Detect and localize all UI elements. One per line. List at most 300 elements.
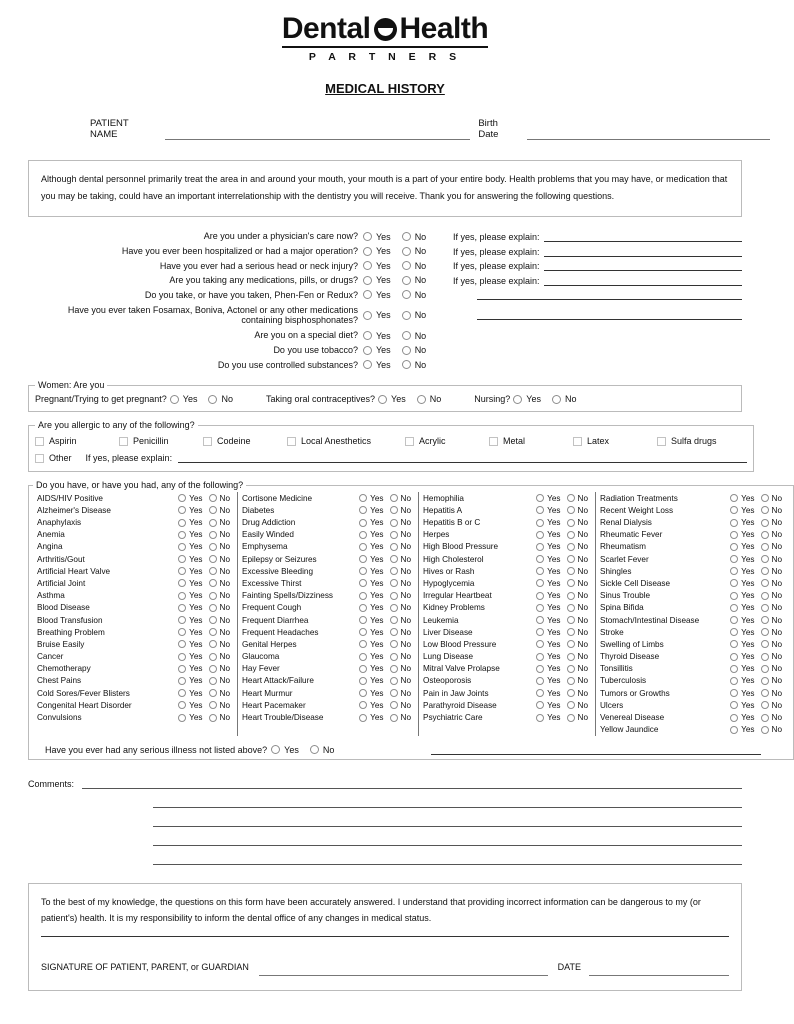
condition-1-0-yes-radio[interactable] <box>359 494 367 502</box>
question-radios <box>363 290 453 300</box>
condition-0-10-no-radio[interactable] <box>209 616 217 624</box>
condition-0-0-no-label: No <box>219 493 230 503</box>
condition-0-4-no-label: No <box>219 542 230 552</box>
condition-label: Parathyroid Disease <box>423 700 497 710</box>
question-8-no-label: No <box>414 359 427 370</box>
condition-2-8-no-label: No <box>577 591 588 601</box>
condition-3-14-yes-radio[interactable] <box>730 665 738 673</box>
condition-0-15-yes-radio[interactable] <box>178 677 186 685</box>
condition-1-18-no-radio[interactable] <box>390 714 398 722</box>
explain-input[interactable] <box>544 260 742 271</box>
condition-3-12-no-label: No <box>771 639 782 649</box>
comments-input-line[interactable] <box>153 789 742 808</box>
question-label: Are you on a special diet? <box>254 330 358 341</box>
condition-2-11-no-radio[interactable] <box>567 628 575 636</box>
condition-0-6-yes-radio[interactable] <box>178 567 186 575</box>
condition-0-2-yes-radio[interactable] <box>178 519 186 527</box>
condition-radios <box>536 616 591 625</box>
condition-0-0-yes-label: Yes <box>189 493 203 503</box>
date-input[interactable] <box>589 965 729 976</box>
explain-label: If yes, please explain: <box>453 275 540 286</box>
condition-3-12-no-radio[interactable] <box>761 640 769 648</box>
condition-1-4-no-radio[interactable] <box>390 543 398 551</box>
condition-0-16-yes-radio[interactable] <box>178 689 186 697</box>
comments-input-line[interactable] <box>82 770 742 789</box>
condition-1-8-yes-radio[interactable] <box>359 592 367 600</box>
question-0-no-radio[interactable] <box>402 232 411 241</box>
condition-2-14-no-label: No <box>577 664 588 674</box>
condition-2-4-yes-radio[interactable] <box>536 543 544 551</box>
condition-1-5-no-radio[interactable] <box>390 555 398 563</box>
condition-label: Shingles <box>600 566 632 576</box>
condition-1-11-no-radio[interactable] <box>390 628 398 636</box>
condition-3-2-yes-radio[interactable] <box>730 519 738 527</box>
condition-0-13-no-radio[interactable] <box>209 653 217 661</box>
condition-2-9-yes-radio[interactable] <box>536 604 544 612</box>
condition-0-12-no-radio[interactable] <box>209 640 217 648</box>
condition-0-12-yes-radio[interactable] <box>178 640 186 648</box>
condition-2-12-no-radio[interactable] <box>567 640 575 648</box>
condition-1-14-no-radio[interactable] <box>390 665 398 673</box>
condition-row <box>600 626 785 638</box>
condition-label: Liver Disease <box>423 627 473 637</box>
condition-3-0-yes-radio[interactable] <box>730 494 738 502</box>
condition-row <box>600 590 785 602</box>
women-1-no-label: No <box>429 394 442 405</box>
checkbox-latex[interactable] <box>573 437 582 446</box>
condition-radios <box>359 506 414 515</box>
question-4-no-radio[interactable] <box>402 290 411 299</box>
condition-3-8-yes-radio[interactable] <box>730 592 738 600</box>
condition-0-17-no-radio[interactable] <box>209 701 217 709</box>
condition-0-11-yes-label: Yes <box>189 627 203 637</box>
condition-label: Heart Trouble/Disease <box>242 713 324 722</box>
condition-1-7-yes-radio[interactable] <box>359 579 367 587</box>
condition-row <box>242 565 414 577</box>
condition-0-2-no-radio[interactable] <box>209 519 217 527</box>
condition-2-0-yes-radio[interactable] <box>536 494 544 502</box>
condition-radios <box>178 542 233 551</box>
condition-3-18-yes-radio[interactable] <box>730 714 738 722</box>
condition-2-16-yes-radio[interactable] <box>536 689 544 697</box>
condition-3-9-yes-radio[interactable] <box>730 604 738 612</box>
condition-1-1-yes-radio[interactable] <box>359 506 367 514</box>
condition-0-3-no-radio[interactable] <box>209 531 217 539</box>
condition-3-6-yes-radio[interactable] <box>730 567 738 575</box>
condition-2-1-no-radio[interactable] <box>567 506 575 514</box>
condition-1-9-no-label: No <box>400 603 411 613</box>
condition-2-13-yes-radio[interactable] <box>536 653 544 661</box>
condition-3-6-no-radio[interactable] <box>761 567 769 575</box>
question-3-yes-label: Yes <box>376 275 391 286</box>
condition-1-2-no-radio[interactable] <box>390 519 398 527</box>
condition-1-7-no-radio[interactable] <box>390 579 398 587</box>
condition-2-17-no-radio[interactable] <box>567 701 575 709</box>
question-8-yes-radio[interactable] <box>363 360 372 369</box>
condition-2-15-no-radio[interactable] <box>567 677 575 685</box>
serious-illness-input[interactable] <box>431 745 761 755</box>
condition-radios <box>536 567 591 576</box>
serious-illness-no-radio[interactable] <box>310 745 319 754</box>
question-radios <box>363 246 453 256</box>
declaration-section <box>28 883 742 991</box>
condition-0-1-no-radio[interactable] <box>209 506 217 514</box>
women-2-yes-radio[interactable] <box>513 395 522 404</box>
condition-3-3-yes-radio[interactable] <box>730 531 738 539</box>
allergy-other-input[interactable] <box>178 453 747 463</box>
explain-input[interactable] <box>477 290 742 300</box>
condition-2-5-no-radio[interactable] <box>567 555 575 563</box>
condition-3-0-no-radio[interactable] <box>761 494 769 502</box>
condition-0-17-yes-radio[interactable] <box>178 701 186 709</box>
condition-label: Thyroid Disease <box>600 652 660 662</box>
condition-3-2-no-radio[interactable] <box>761 519 769 527</box>
condition-1-15-no-radio[interactable] <box>390 677 398 685</box>
condition-1-1-no-label: No <box>400 505 411 515</box>
condition-1-13-yes-label: Yes <box>370 652 384 662</box>
condition-3-18-no-label: No <box>771 713 782 722</box>
women-question-label: Nursing? <box>474 394 511 405</box>
condition-2-14-yes-radio[interactable] <box>536 665 544 673</box>
condition-1-14-yes-radio[interactable] <box>359 665 367 673</box>
condition-3-16-yes-radio[interactable] <box>730 689 738 697</box>
condition-0-18-yes-radio[interactable] <box>178 714 186 722</box>
checkbox-acrylic[interactable] <box>405 437 414 446</box>
condition-3-4-no-radio[interactable] <box>761 543 769 551</box>
condition-row <box>37 577 233 589</box>
condition-2-3-yes-radio[interactable] <box>536 531 544 539</box>
condition-2-17-yes-radio[interactable] <box>536 701 544 709</box>
condition-radios <box>178 518 233 527</box>
condition-1-6-no-radio[interactable] <box>390 567 398 575</box>
women-radios <box>513 394 583 404</box>
condition-1-12-yes-radio[interactable] <box>359 640 367 648</box>
comments-input-line[interactable] <box>153 827 742 846</box>
condition-3-15-no-radio[interactable] <box>761 677 769 685</box>
condition-radios <box>730 616 785 625</box>
condition-1-6-yes-radio[interactable] <box>359 567 367 575</box>
condition-1-10-no-radio[interactable] <box>390 616 398 624</box>
condition-2-8-no-radio[interactable] <box>567 592 575 600</box>
checkbox-local-anesthetics[interactable] <box>287 437 296 446</box>
condition-radios <box>536 713 591 722</box>
condition-label: Bruise Easily <box>37 639 85 649</box>
condition-1-0-no-label: No <box>400 493 411 503</box>
condition-3-15-yes-radio[interactable] <box>730 677 738 685</box>
condition-radios <box>359 628 414 637</box>
condition-3-3-no-label: No <box>771 530 782 540</box>
condition-1-11-yes-radio[interactable] <box>359 628 367 636</box>
condition-2-18-no-radio[interactable] <box>567 714 575 722</box>
condition-label: High Blood Pressure <box>423 542 499 552</box>
condition-3-17-no-radio[interactable] <box>761 701 769 709</box>
condition-2-14-no-radio[interactable] <box>567 665 575 673</box>
condition-1-9-no-radio[interactable] <box>390 604 398 612</box>
question-3-yes-radio[interactable] <box>363 276 372 285</box>
condition-radios <box>178 689 233 698</box>
patient-name-input[interactable] <box>165 129 471 140</box>
condition-0-1-yes-radio[interactable] <box>178 506 186 514</box>
condition-1-18-yes-radio[interactable] <box>359 714 367 722</box>
condition-0-16-no-radio[interactable] <box>209 689 217 697</box>
condition-3-11-no-radio[interactable] <box>761 628 769 636</box>
condition-2-10-no-radio[interactable] <box>567 616 575 624</box>
condition-0-14-yes-radio[interactable] <box>178 665 186 673</box>
question-1-no-radio[interactable] <box>402 247 411 256</box>
condition-1-10-yes-radio[interactable] <box>359 616 367 624</box>
condition-radios <box>536 603 591 612</box>
allergy-item[interactable] <box>405 436 489 446</box>
condition-0-4-yes-radio[interactable] <box>178 543 186 551</box>
condition-3-5-yes-radio[interactable] <box>730 555 738 563</box>
checkbox-sulfa-drugs[interactable] <box>657 437 666 446</box>
condition-radios <box>536 530 591 539</box>
allergy-label: Latex <box>587 436 610 447</box>
question-4-yes-radio[interactable] <box>363 290 372 299</box>
condition-1-5-yes-radio[interactable] <box>359 555 367 563</box>
condition-0-4-no-radio[interactable] <box>209 543 217 551</box>
condition-2-18-yes-radio[interactable] <box>536 714 544 722</box>
question-7-no-radio[interactable] <box>402 346 411 355</box>
condition-2-11-yes-radio[interactable] <box>536 628 544 636</box>
allergy-item[interactable] <box>657 436 747 446</box>
condition-1-16-no-radio[interactable] <box>390 689 398 697</box>
condition-0-3-yes-label: Yes <box>189 530 203 540</box>
explain-input[interactable] <box>544 231 742 242</box>
condition-row <box>242 614 414 626</box>
condition-3-7-yes-radio[interactable] <box>730 579 738 587</box>
condition-radios <box>359 689 414 698</box>
explain-label: If yes, please explain: <box>453 246 540 257</box>
condition-row <box>242 675 414 687</box>
condition-radios <box>359 542 414 551</box>
condition-2-7-yes-radio[interactable] <box>536 579 544 587</box>
condition-1-13-yes-radio[interactable] <box>359 653 367 661</box>
condition-1-13-no-radio[interactable] <box>390 653 398 661</box>
condition-0-10-yes-radio[interactable] <box>178 616 186 624</box>
condition-3-17-yes-radio[interactable] <box>730 701 738 709</box>
condition-row <box>600 675 785 687</box>
condition-3-19-yes-radio[interactable] <box>730 726 738 734</box>
condition-2-2-yes-radio[interactable] <box>536 519 544 527</box>
explain-input[interactable] <box>544 275 742 286</box>
allergy-item[interactable] <box>203 436 287 446</box>
condition-2-13-no-radio[interactable] <box>567 653 575 661</box>
condition-0-11-yes-radio[interactable] <box>178 628 186 636</box>
condition-1-2-yes-radio[interactable] <box>359 519 367 527</box>
condition-2-2-no-radio[interactable] <box>567 519 575 527</box>
question-explain <box>453 260 742 271</box>
condition-0-13-yes-radio[interactable] <box>178 653 186 661</box>
condition-label: Heart Pacemaker <box>242 700 306 710</box>
question-0-yes-radio[interactable] <box>363 232 372 241</box>
condition-2-8-yes-radio[interactable] <box>536 592 544 600</box>
condition-3-7-no-radio[interactable] <box>761 579 769 587</box>
condition-radios <box>178 676 233 685</box>
condition-2-5-yes-radio[interactable] <box>536 555 544 563</box>
condition-radios <box>730 591 785 600</box>
condition-0-0-no-radio[interactable] <box>209 494 217 502</box>
allergy-item[interactable] <box>119 436 203 446</box>
comments-input-line[interactable] <box>153 808 742 827</box>
question-2-yes-label: Yes <box>376 260 391 271</box>
condition-1-1-no-radio[interactable] <box>390 506 398 514</box>
condition-1-17-no-radio[interactable] <box>390 701 398 709</box>
conditions-legend: Do you have, or have you had, any of the following? <box>36 480 244 491</box>
condition-0-18-no-radio[interactable] <box>209 714 217 722</box>
allergy-item[interactable] <box>35 436 119 446</box>
condition-2-9-no-radio[interactable] <box>567 604 575 612</box>
question-radios <box>363 275 453 285</box>
condition-3-4-yes-radio[interactable] <box>730 543 738 551</box>
question-3-no-radio[interactable] <box>402 276 411 285</box>
signature-input[interactable] <box>259 965 548 976</box>
condition-radios <box>730 676 785 685</box>
women-2-no-radio[interactable] <box>552 395 561 404</box>
question-5-yes-radio[interactable] <box>363 311 372 320</box>
condition-3-9-no-radio[interactable] <box>761 604 769 612</box>
condition-0-8-no-radio[interactable] <box>209 592 217 600</box>
question-8-no-radio[interactable] <box>402 360 411 369</box>
condition-0-14-no-radio[interactable] <box>209 665 217 673</box>
condition-3-10-yes-radio[interactable] <box>730 616 738 624</box>
condition-1-4-yes-radio[interactable] <box>359 543 367 551</box>
condition-0-0-yes-radio[interactable] <box>178 494 186 502</box>
condition-row <box>242 492 414 504</box>
condition-2-6-yes-radio[interactable] <box>536 567 544 575</box>
women-questions-row <box>35 392 735 406</box>
checkbox-other[interactable] <box>35 454 44 463</box>
question-7-yes-radio[interactable] <box>363 346 372 355</box>
condition-3-3-yes-label: Yes <box>741 530 755 540</box>
women-0-no-radio[interactable] <box>208 395 217 404</box>
condition-0-8-yes-radio[interactable] <box>178 592 186 600</box>
condition-2-4-no-radio[interactable] <box>567 543 575 551</box>
condition-1-9-yes-radio[interactable] <box>359 604 367 612</box>
condition-0-9-no-radio[interactable] <box>209 604 217 612</box>
condition-1-15-yes-radio[interactable] <box>359 677 367 685</box>
condition-label: Hemophilia <box>423 493 464 503</box>
clinic-logo <box>0 0 770 65</box>
logo-rule <box>282 46 488 48</box>
checkbox-penicillin[interactable] <box>119 437 128 446</box>
condition-0-7-yes-radio[interactable] <box>178 579 186 587</box>
condition-2-15-yes-radio[interactable] <box>536 677 544 685</box>
condition-2-6-yes-label: Yes <box>547 566 561 576</box>
condition-1-0-no-radio[interactable] <box>390 494 398 502</box>
allergies-legend: Are you allergic to any of the following? <box>38 420 195 431</box>
condition-0-6-no-radio[interactable] <box>209 567 217 575</box>
condition-3-7-yes-label: Yes <box>741 578 755 588</box>
allergy-item[interactable] <box>573 436 657 446</box>
allergy-item[interactable] <box>287 436 405 446</box>
question-2-yes-radio[interactable] <box>363 261 372 270</box>
birth-date-input[interactable] <box>527 129 770 140</box>
condition-1-3-yes-radio[interactable] <box>359 531 367 539</box>
condition-0-3-yes-radio[interactable] <box>178 531 186 539</box>
serious-illness-yes-radio[interactable] <box>271 745 280 754</box>
condition-3-1-yes-radio[interactable] <box>730 506 738 514</box>
question-2-no-radio[interactable] <box>402 261 411 270</box>
question-row <box>28 229 742 244</box>
condition-3-12-yes-radio[interactable] <box>730 640 738 648</box>
condition-1-8-no-radio[interactable] <box>390 592 398 600</box>
serious-illness-label: Have you ever had any serious illness not listed above? <box>45 744 268 755</box>
question-6-no-radio[interactable] <box>402 331 411 340</box>
condition-3-3-no-radio[interactable] <box>761 531 769 539</box>
checkbox-codeine[interactable] <box>203 437 212 446</box>
condition-3-11-yes-radio[interactable] <box>730 628 738 636</box>
condition-3-1-no-radio[interactable] <box>761 506 769 514</box>
allergy-checkbox-row <box>35 432 747 448</box>
condition-2-16-no-radio[interactable] <box>567 689 575 697</box>
condition-3-14-no-radio[interactable] <box>761 665 769 673</box>
condition-3-10-no-radio[interactable] <box>761 616 769 624</box>
condition-1-12-no-radio[interactable] <box>390 640 398 648</box>
condition-row <box>600 687 785 699</box>
women-0-yes-radio[interactable] <box>170 395 179 404</box>
condition-row <box>423 590 591 602</box>
condition-2-6-no-radio[interactable] <box>567 567 575 575</box>
comments-label: Comments: <box>28 778 75 789</box>
condition-0-6-no-label: No <box>219 566 230 576</box>
condition-3-13-no-radio[interactable] <box>761 653 769 661</box>
condition-0-15-no-radio[interactable] <box>209 677 217 685</box>
condition-2-3-no-radio[interactable] <box>567 531 575 539</box>
condition-1-17-yes-radio[interactable] <box>359 701 367 709</box>
question-1-yes-radio[interactable] <box>363 247 372 256</box>
comments-input-line[interactable] <box>153 846 742 865</box>
condition-2-9-yes-label: Yes <box>547 603 561 613</box>
condition-radios <box>730 542 785 551</box>
explain-input[interactable] <box>544 246 742 257</box>
condition-1-16-yes-radio[interactable] <box>359 689 367 697</box>
condition-0-7-no-radio[interactable] <box>209 579 217 587</box>
explain-input[interactable] <box>477 310 742 320</box>
condition-1-7-no-label: No <box>400 578 411 588</box>
condition-2-1-yes-radio[interactable] <box>536 506 544 514</box>
question-6-yes-radio[interactable] <box>363 331 372 340</box>
checkbox-aspirin[interactable] <box>35 437 44 446</box>
question-5-no-radio[interactable] <box>402 311 411 320</box>
checkbox-metal[interactable] <box>489 437 498 446</box>
condition-0-5-no-radio[interactable] <box>209 555 217 563</box>
condition-1-6-yes-label: Yes <box>370 566 384 576</box>
condition-3-16-no-radio[interactable] <box>761 689 769 697</box>
condition-label: Frequent Headaches <box>242 627 319 637</box>
condition-2-7-no-radio[interactable] <box>567 579 575 587</box>
condition-label: Convulsions <box>37 713 82 722</box>
condition-0-5-yes-radio[interactable] <box>178 555 186 563</box>
condition-3-19-no-radio[interactable] <box>761 726 769 734</box>
condition-3-5-no-radio[interactable] <box>761 555 769 563</box>
condition-2-10-yes-radio[interactable] <box>536 616 544 624</box>
condition-3-13-yes-radio[interactable] <box>730 653 738 661</box>
condition-0-9-yes-radio[interactable] <box>178 604 186 612</box>
condition-radios <box>359 676 414 685</box>
allergy-item[interactable] <box>489 436 573 446</box>
condition-row <box>37 492 233 504</box>
condition-0-11-no-radio[interactable] <box>209 628 217 636</box>
condition-2-12-yes-radio[interactable] <box>536 640 544 648</box>
condition-3-2-yes-label: Yes <box>741 518 755 527</box>
condition-3-18-no-radio[interactable] <box>761 714 769 722</box>
condition-1-3-no-radio[interactable] <box>390 531 398 539</box>
condition-2-0-no-radio[interactable] <box>567 494 575 502</box>
condition-3-8-no-radio[interactable] <box>761 592 769 600</box>
women-1-yes-radio[interactable] <box>378 395 387 404</box>
women-1-no-radio[interactable] <box>417 395 426 404</box>
